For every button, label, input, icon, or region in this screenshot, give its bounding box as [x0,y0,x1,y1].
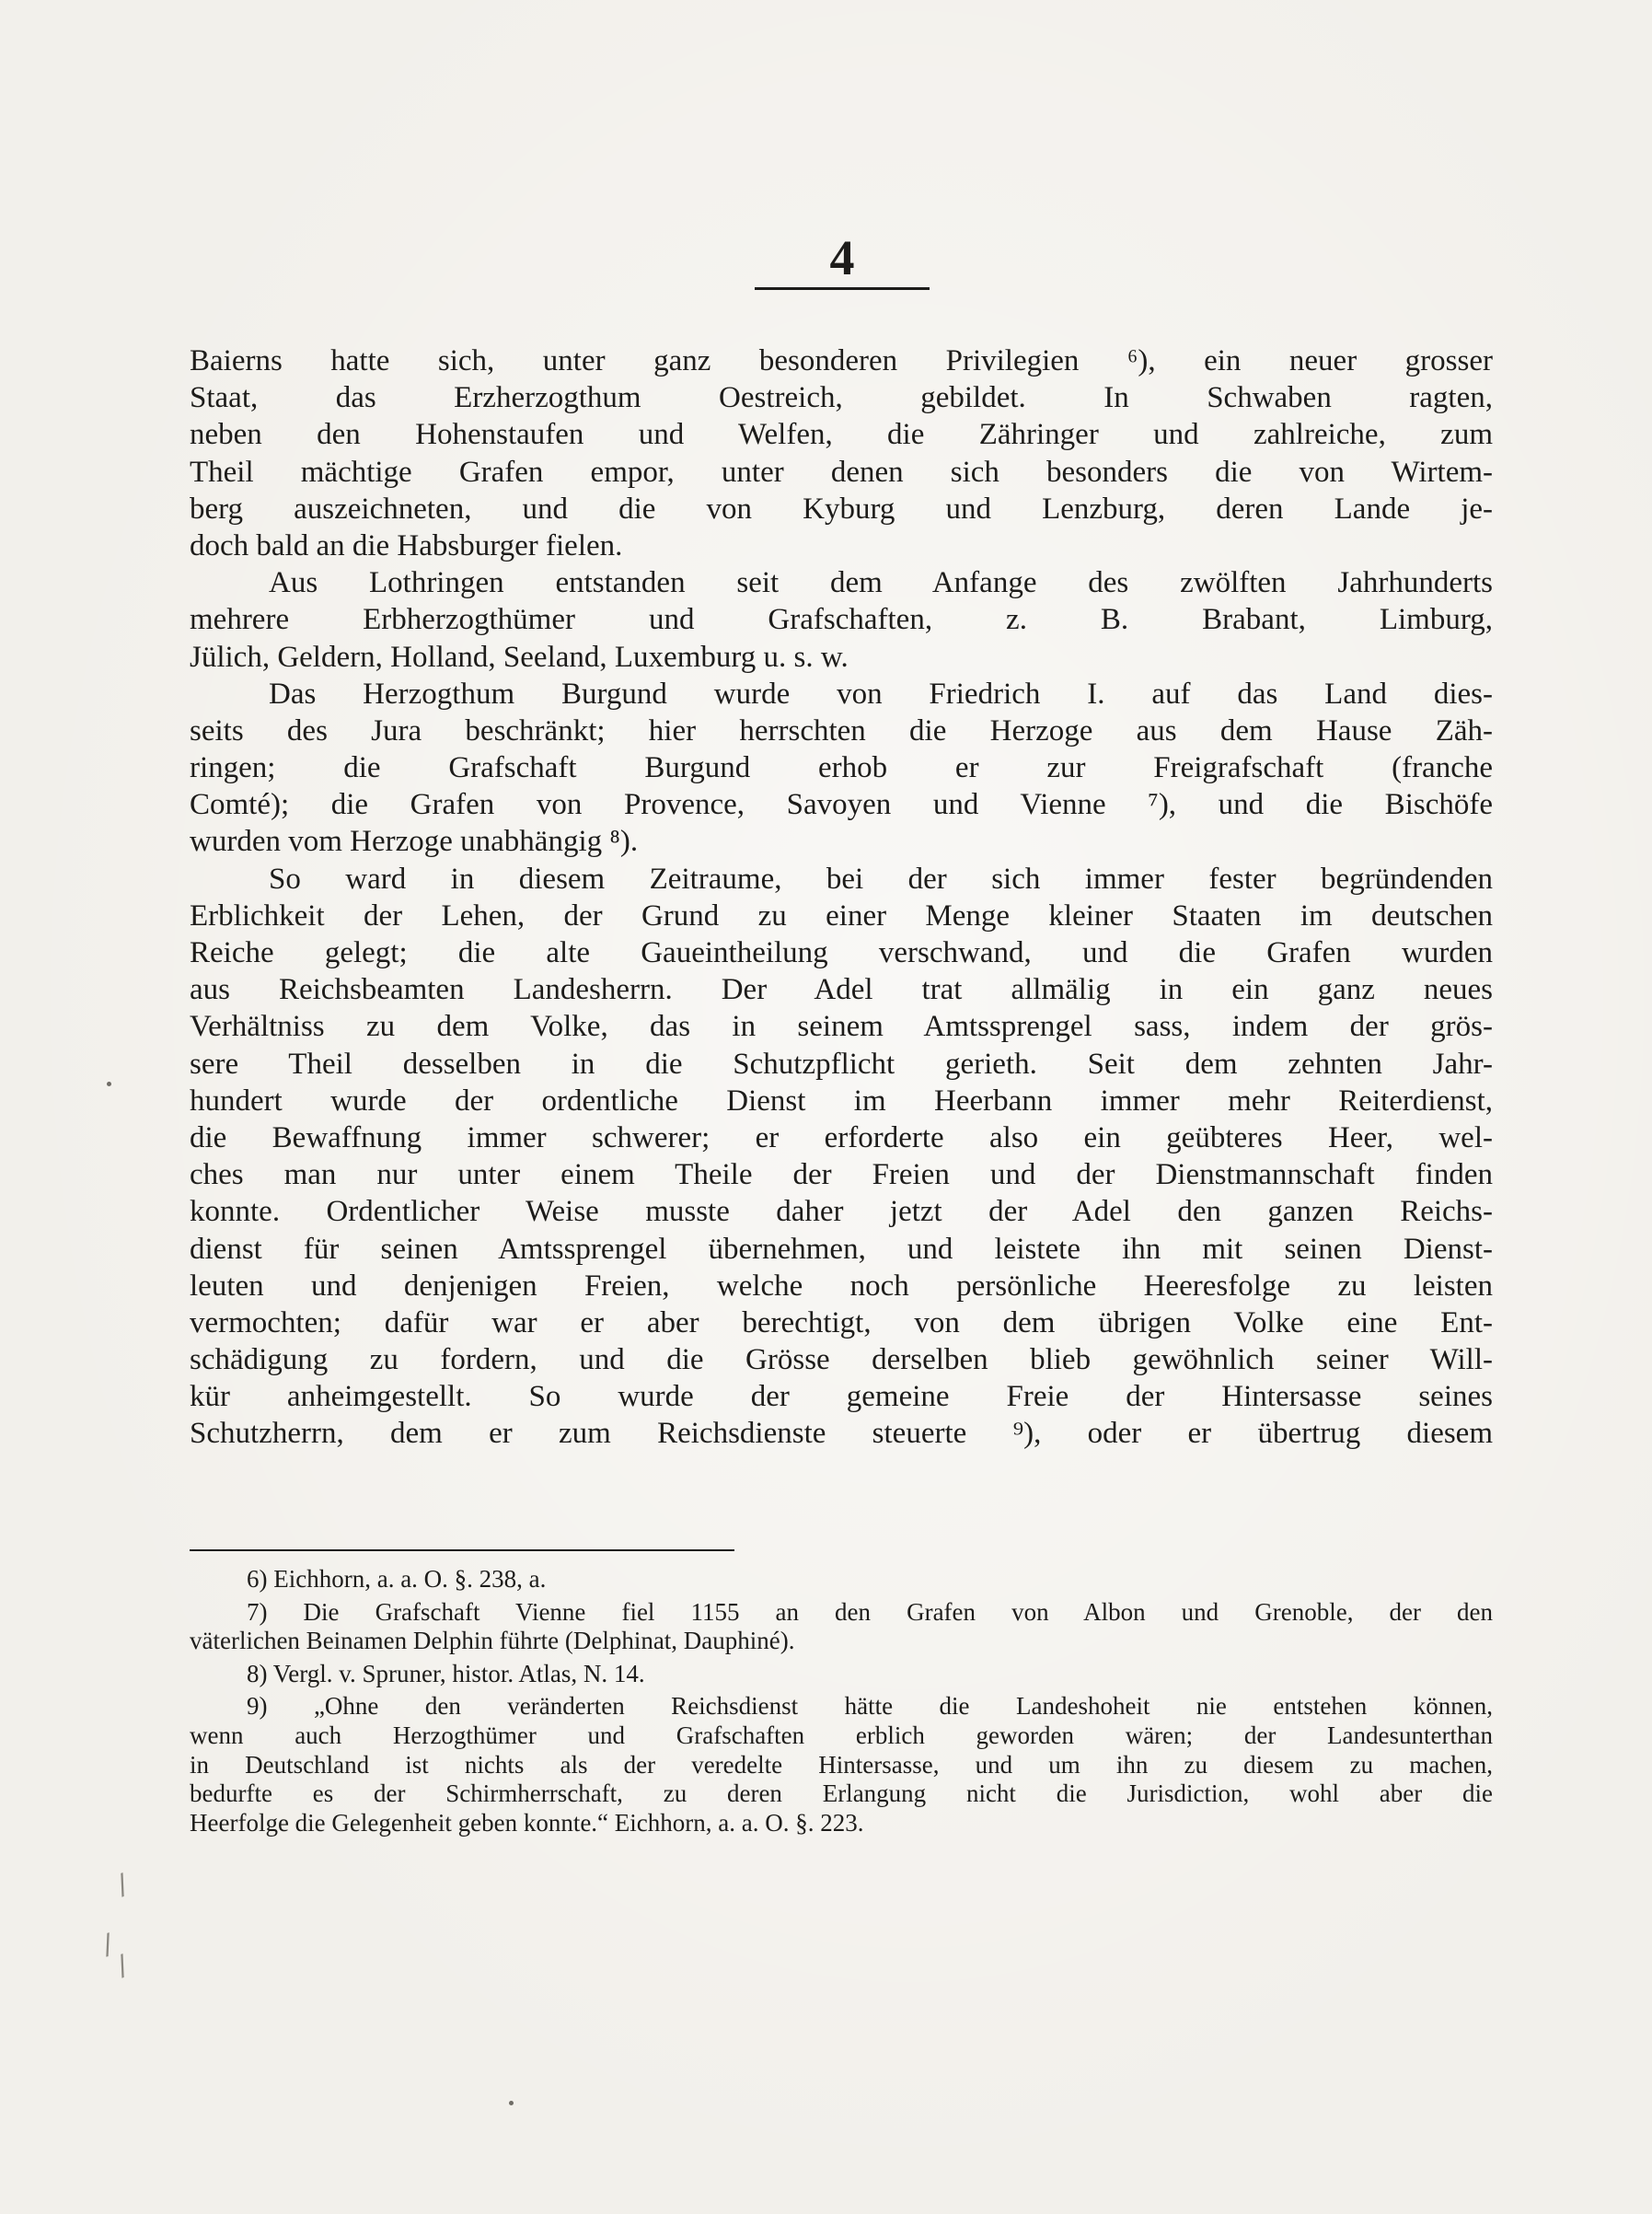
page-number-rule [755,287,930,290]
footnote-line: Heerfolge die Gelegenheit geben konnte.“ Eichhorn, a. a. O. §. 223. [190,1808,864,1837]
text-line: Aus Lothringen entstanden seit dem Anfange des zwölften Jahrhunderts [269,566,1493,600]
text-line: Reiche gelegt; die alte Gaueintheilung verschwand, und die Grafen wurden [190,936,1493,969]
footnote-line: in Deutschland ist nichts als der veredelte Hintersasse, und um ihn zu diesem zu machen, [190,1750,1493,1779]
text-line: neben den Hohenstaufen und Welfen, die Zähringer und zahlreiche, zum [190,418,1493,452]
footnote-line: wenn auch Herzogthümer und Grafschaften erblich geworden wären; der Landesunterthan [190,1721,1493,1749]
text-line: Erblichkeit der Lehen, der Grund zu einer Menge kleiner Staaten im deutschen [190,898,1493,933]
footnote-line: bedurfte es der Schirmherrschaft, zu deren Erlangung nicht die Jurisdiction, wohl aber die [190,1779,1493,1808]
margin-mark: / [112,1949,133,1983]
text-line: mehrere Erbherzogthümer und Grafschaften, z. B. Brabant, Limburg, [190,603,1493,637]
text-line: ches man nur unter einem Theile der Freien und der Dienstmannschaft finden [190,1158,1493,1192]
text-line: konnte. Ordentlicher Weise musste daher jetzt der Adel den ganzen Reichs- [190,1195,1493,1229]
text-line: Staat, das Erzherzogthum Oestreich, gebildet. In Schwaben ragten, [190,381,1493,415]
speck [107,1082,111,1086]
text-line: leuten und denjenigen Freien, welche noch persönliche Heeresfolge zu leisten [190,1269,1493,1303]
speck [509,2101,514,2105]
text-line: Das Herzogthum Burgund wurde von Friedrich I. auf das Land dies- [269,677,1493,711]
text-line: doch bald an die Habsburger fielen. [190,528,623,562]
text-line: kür anheimgestellt. So wurde der gemeine Freie der Hintersasse seines [190,1380,1493,1414]
text-line: vermochten; dafür war er aber berechtigt, von dem übrigen Volke eine Ent- [190,1305,1493,1339]
footnote-line: 6) Eichhorn, a. a. O. §. 238, a. [247,1565,547,1593]
main-text [190,342,1493,1453]
footnotes [190,1565,1493,1837]
text-line: So ward in diesem Zeitraume, bei der sich immer fester begründenden [269,862,1493,896]
text-line: Baierns hatte sich, unter ganz besonderen Privilegien ⁶), ein neuer grosser [190,344,1493,377]
text-line: Jülich, Geldern, Holland, Seeland, Luxemburg u. s. w. [190,640,849,674]
text-line: sere Theil desselben in die Schutzpflicht gerieth. Seit dem zehnten Jahr- [190,1047,1493,1081]
page-number: 4 [829,230,855,285]
margin-mark: / [98,1928,117,1962]
footnote-line: 7) Die Grafschaft Vienne fiel 1155 an den Grafen von Albon und Grenoble, der den [247,1597,1493,1626]
text-line: wurden vom Herzoge unabhängig ⁸). [190,825,639,859]
margin-mark: / [112,1868,133,1902]
text-line: Comté); die Grafen von Provence, Savoyen und Vienne ⁷), und die Bischöfe [190,788,1493,822]
text-line: berg auszeichneten, und die von Kyburg und Lenzburg, deren Lande je- [190,492,1493,526]
text-line: ringen; die Grafschaft Burgund erhob er zur Freigrafschaft (franche [190,751,1493,785]
text-line: seits des Jura beschränkt; hier herrschten die Herzoge aus dem Hause Zäh- [190,713,1493,748]
footnote-line: 9) „Ohne den veränderten Reichsdienst hätte die Landeshoheit nie entstehen können, [247,1692,1493,1721]
footnote-separator [190,1549,734,1551]
text-line: die Bewaffnung immer schwerer; er erforderte also ein geübteres Heer, wel- [190,1120,1493,1154]
footnote-line: väterlichen Beinamen Delphin führte (Delphinat, Dauphiné). [190,1627,795,1655]
text-line: aus Reichsbeamten Landesherrn. Der Adel trat allmälig in ein ganz neues [190,973,1493,1007]
text-line: hundert wurde der ordentliche Dienst im Heerbann immer mehr Reiterdienst, [190,1084,1493,1118]
text-line: schädigung zu fordern, und die Grösse derselben blieb gewöhnlich seiner Will- [190,1343,1493,1377]
text-line: Theil mächtige Grafen empor, unter denen sich besonders die von Wirtem- [190,455,1493,489]
footnote-line: 8) Vergl. v. Spruner, histor. Atlas, N. 14. [247,1659,645,1687]
text-line: Schutzherrn, dem er zum Reichsdienste steuerte ⁹), oder er übertrug diesem [190,1417,1493,1451]
text-line: dienst für seinen Amtssprengel übernehmen, und leistete ihn mit seinen Dienst- [190,1232,1493,1266]
text-line: Verhältniss zu dem Volke, das in seinem Amtssprengel sass, indem der grös- [190,1010,1493,1044]
